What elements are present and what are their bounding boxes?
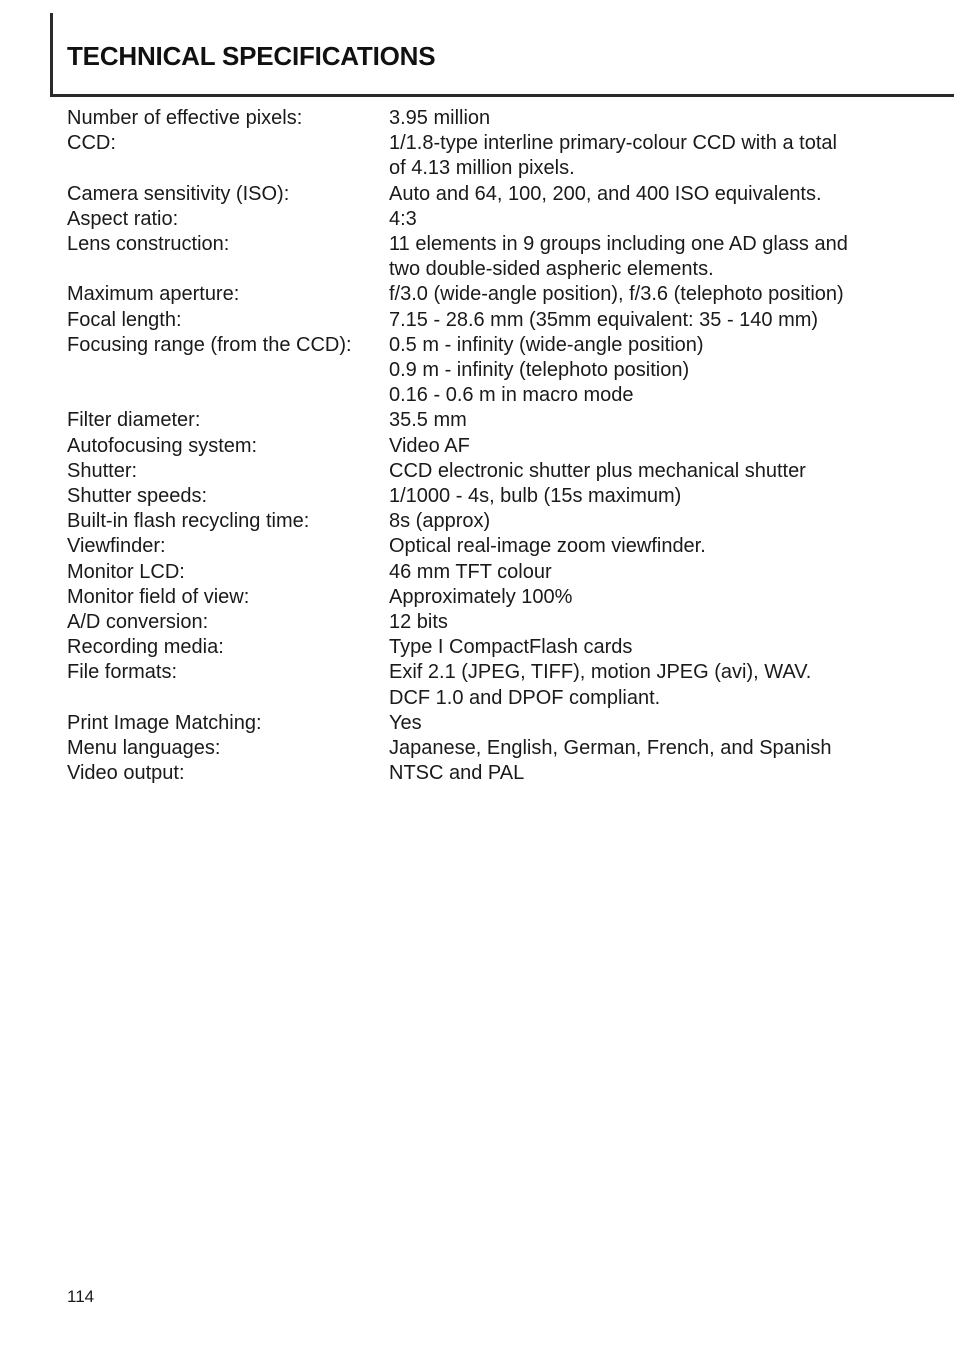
spec-row xyxy=(67,560,897,585)
spec-value-line: Video AF xyxy=(389,434,470,457)
spec-value-line: 7.15 - 28.6 mm (35mm equivalent: 35 - 140 mm) xyxy=(389,308,819,331)
spec-list xyxy=(67,106,897,786)
spec-value-line: NTSC and PAL xyxy=(389,762,525,785)
spec-label: Print Image Matching: xyxy=(67,711,262,734)
spec-label: Lens construction: xyxy=(67,233,230,256)
spec-row xyxy=(67,131,897,181)
spec-values xyxy=(389,182,897,207)
spec-row xyxy=(67,761,897,786)
spec-row xyxy=(67,509,897,534)
spec-label: A/D conversion: xyxy=(67,611,209,634)
spec-value-line: 11 elements in 9 groups including one AD glass and xyxy=(389,233,848,256)
spec-values xyxy=(389,761,897,786)
spec-value-line: 0.16 - 0.6 m in macro mode xyxy=(389,384,634,407)
spec-label: File formats: xyxy=(67,661,178,684)
spec-label: Menu languages: xyxy=(67,737,221,760)
spec-row xyxy=(67,182,897,207)
spec-values xyxy=(389,207,897,232)
spec-label: Autofocusing system: xyxy=(67,434,258,457)
spec-row xyxy=(67,660,897,710)
spec-value-line: Exif 2.1 (JPEG, TIFF), motion JPEG (avi), WAV. xyxy=(389,661,812,684)
spec-values xyxy=(389,131,897,181)
spec-label: Viewfinder: xyxy=(67,535,166,558)
spec-row xyxy=(67,711,897,736)
spec-row xyxy=(67,207,897,232)
spec-value-line: of 4.13 million pixels. xyxy=(389,157,575,180)
page-number: 114 xyxy=(67,1287,95,1306)
page-title: TECHNICAL SPECIFICATIONS xyxy=(67,41,436,71)
spec-label: CCD: xyxy=(67,132,116,155)
spec-label: Shutter speeds: xyxy=(67,485,208,508)
spec-label: Shutter: xyxy=(67,459,138,482)
spec-value-line: 12 bits xyxy=(389,611,448,634)
spec-row xyxy=(67,408,897,433)
spec-row xyxy=(67,232,897,282)
spec-row xyxy=(67,308,897,333)
spec-value-line: 3.95 million xyxy=(389,107,491,129)
spec-row xyxy=(67,282,897,307)
spec-value-line: 0.9 m - infinity (telephoto position) xyxy=(389,359,690,382)
spec-values xyxy=(389,333,897,409)
spec-values xyxy=(389,509,897,534)
spec-values xyxy=(389,610,897,635)
spec-value-line: 0.5 m - infinity (wide-angle position) xyxy=(389,333,704,356)
spec-value-line: Yes xyxy=(389,711,422,734)
spec-label: Monitor field of view: xyxy=(67,585,250,608)
spec-values xyxy=(389,434,897,459)
spec-values xyxy=(389,736,897,761)
spec-values xyxy=(389,308,897,333)
spec-value-line: two double-sided aspheric elements. xyxy=(389,258,714,281)
spec-label: Camera sensitivity (ISO): xyxy=(67,182,290,205)
spec-row xyxy=(67,333,897,409)
spec-label: Recording media: xyxy=(67,636,224,659)
header-horizontal-rule xyxy=(50,94,954,97)
spec-value-line: Japanese, English, German, French, and Spanish xyxy=(389,737,832,760)
spec-row xyxy=(67,635,897,660)
spec-row xyxy=(67,585,897,610)
spec-values xyxy=(389,459,897,484)
spec-row xyxy=(67,736,897,761)
spec-row xyxy=(67,610,897,635)
spec-row xyxy=(67,534,897,559)
spec-value-line: Auto and 64, 100, 200, and 400 ISO equivalents. xyxy=(389,182,822,205)
spec-value-line: 46 mm TFT colour xyxy=(389,560,552,583)
spec-row xyxy=(67,459,897,484)
spec-values xyxy=(389,484,897,509)
spec-value-line: 4:3 xyxy=(389,207,417,230)
header-vertical-rule xyxy=(50,13,53,97)
spec-values xyxy=(389,282,897,307)
spec-value-line: 1/1000 - 4s, bulb (15s maximum) xyxy=(389,485,682,508)
spec-value-line: 8s (approx) xyxy=(389,510,491,533)
spec-values xyxy=(389,408,897,433)
spec-label: Number of effective pixels: xyxy=(67,107,303,129)
spec-value-line: Approximately 100% xyxy=(389,585,573,608)
spec-value-line: Type I CompactFlash cards xyxy=(389,636,633,659)
spec-values xyxy=(389,106,897,131)
spec-label: Focal length: xyxy=(67,308,182,331)
spec-values xyxy=(389,585,897,610)
spec-row xyxy=(67,434,897,459)
spec-values xyxy=(389,711,897,736)
spec-value-line: DCF 1.0 and DPOF compliant. xyxy=(389,686,661,709)
spec-label: Focusing range (from the CCD): xyxy=(67,333,352,356)
spec-label: Maximum aperture: xyxy=(67,283,240,306)
spec-value-line: CCD electronic shutter plus mechanical shutter xyxy=(389,459,806,482)
spec-values xyxy=(389,660,897,710)
spec-label: Built-in flash recycling time: xyxy=(67,510,310,533)
spec-values xyxy=(389,635,897,660)
spec-value-line: 35.5 mm xyxy=(389,409,467,432)
spec-values xyxy=(389,534,897,559)
spec-label: Monitor LCD: xyxy=(67,560,185,583)
spec-values xyxy=(389,560,897,585)
spec-values xyxy=(389,232,897,282)
spec-label: Filter diameter: xyxy=(67,409,201,432)
spec-value-line: Optical real-image zoom viewfinder. xyxy=(389,535,706,558)
spec-value-line: f/3.0 (wide-angle position), f/3.6 (telephoto position) xyxy=(389,283,844,306)
spec-row xyxy=(67,484,897,509)
spec-label: Video output: xyxy=(67,762,185,785)
spec-label: Aspect ratio: xyxy=(67,207,179,230)
spec-value-line: 1/1.8-type interline primary-colour CCD with a total xyxy=(389,132,837,155)
spec-row xyxy=(67,106,897,131)
